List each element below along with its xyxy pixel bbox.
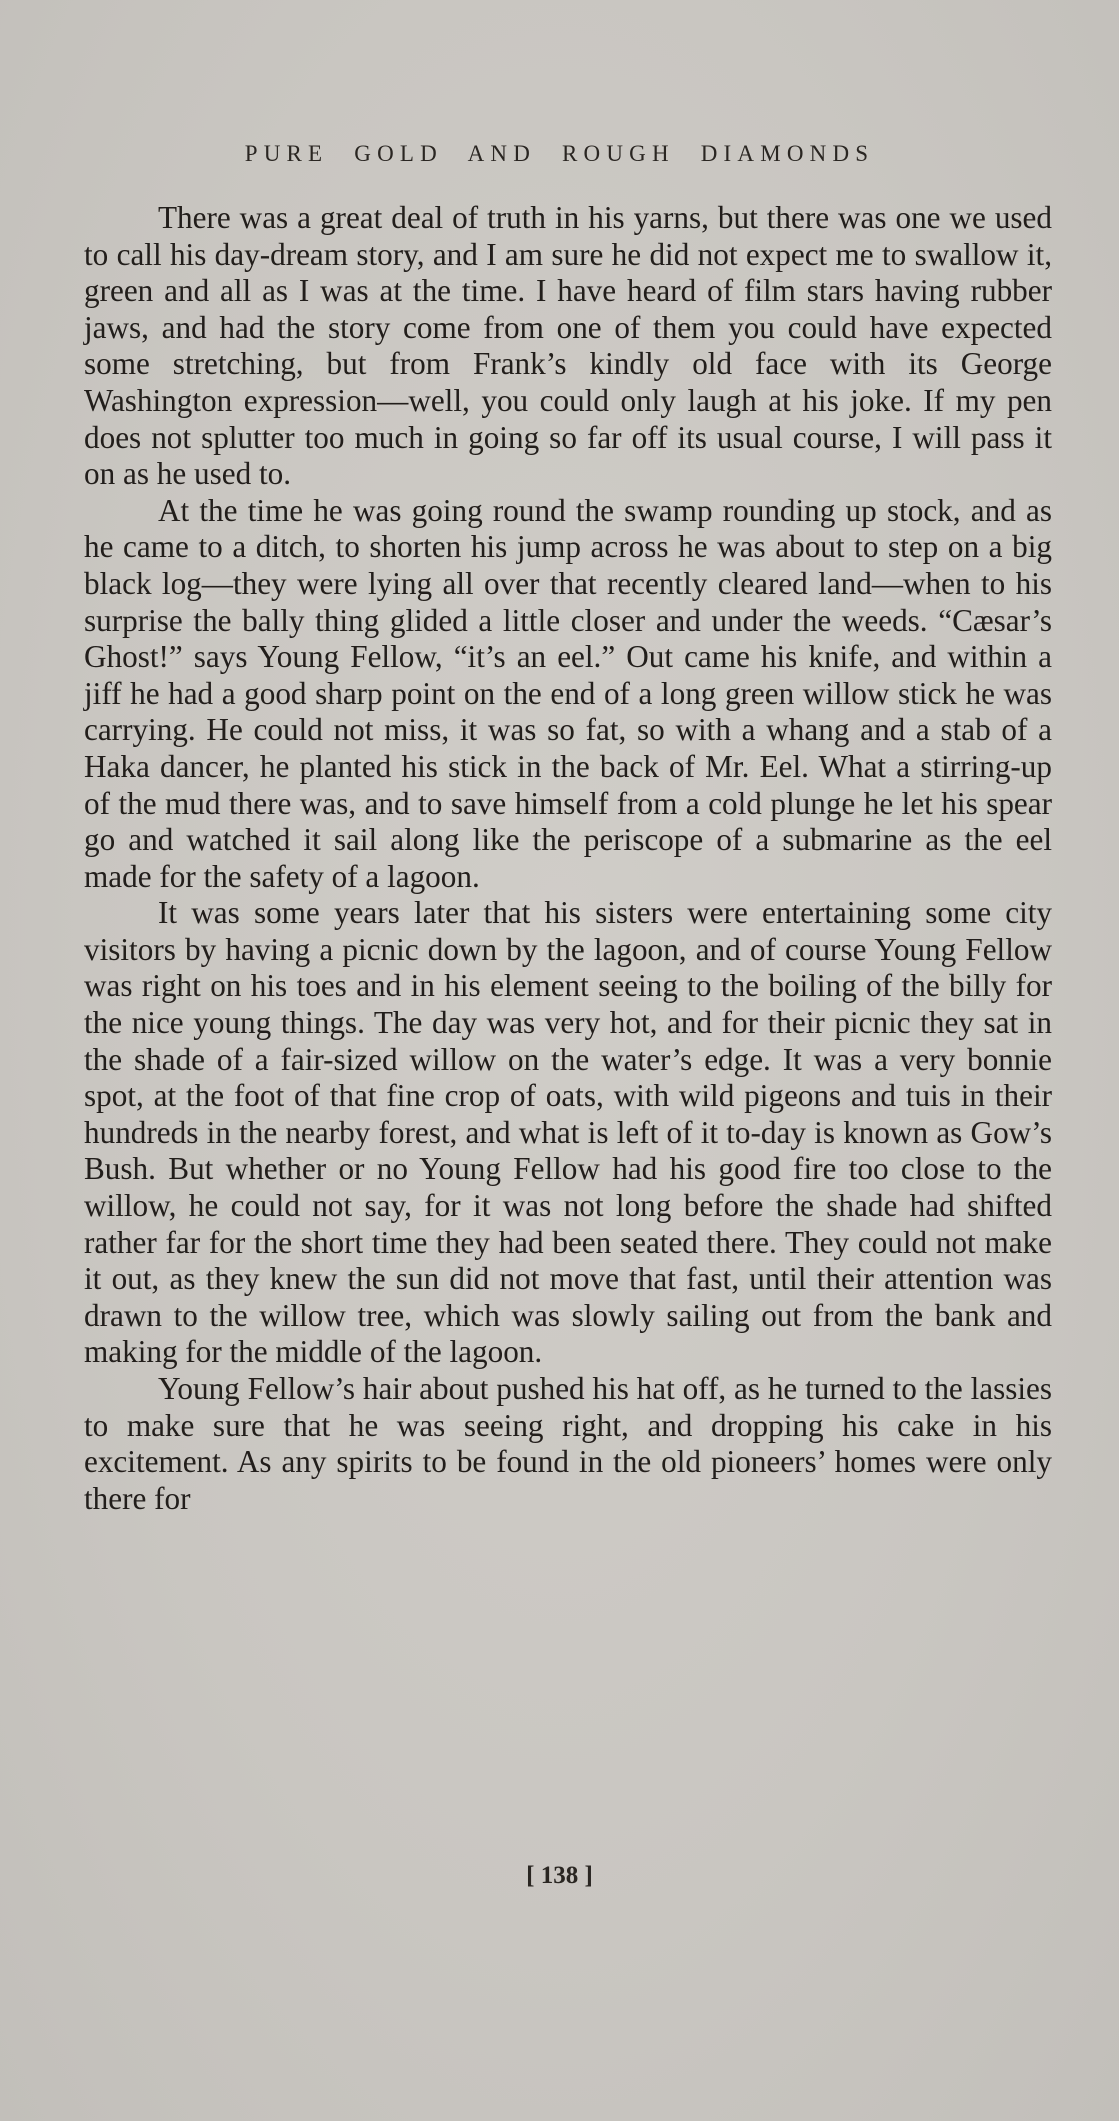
paragraph: At the time he was going round the swamp rounding up stock, and as he came to a ditch, to shorten his jump across he was about to step on a big black log—they were lying all over that recently cleared land—when to his surprise the bally thing glided a little closer and under the weeds. “Cæsar’s Ghost!” says Young Fellow, “it’s an eel.” Out came his knife, and within a jiff he had a good sharp point on the end of a long green willow stick he was carrying. He could not miss, it was so fat, so with a whang and a stab of a Haka dancer, he planted his stick in the back of Mr. Eel. What a stirring-up of the mud there was, and to save himself from a cold plunge he let his spear go and watched it sail along like the periscope of a submarine as the eel made for the safety of a lagoon.: [84, 492, 1052, 894]
page-number: [ 138 ]: [526, 1862, 593, 1889]
body-text: [84, 200, 1052, 1517]
paragraph: Young Fellow’s hair about pushed his hat off, as he turned to the lassies to make sure that he was seeing right, and dropping his cake in his excitement. As any spirits to be found in the old pioneers’ homes were only there for: [84, 1371, 1052, 1516]
running-head: PURE GOLD AND ROUGH DIAMONDS: [244, 141, 875, 166]
paragraph: It was some years later that his sisters were entertaining some city visitors by having a picnic down by the lagoon, and of course Young Fellow was right on his toes and in his element seeing to the boiling of the billy for the nice young things. The day was very hot, and for their picnic they sat in the shade of a fair-sized willow on the water’s edge. It was a very bonnie spot, at the foot of that fine crop of oats, with wild pigeons and tuis in their hundreds in the nearby forest, and what is left of it to-day is known as Gow’s Bush. But whether or no Young Fellow had his good fire too close to the willow, he could not say, for it was not long before the shade had shifted rather far for the short time they had been seated there. They could not make it out, as they knew the sun did not move that fast, until their attention was drawn to the willow tree, which was slowly sailing out from the bank and making for the middle of the lagoon.: [84, 895, 1052, 1370]
paragraph: There was a great deal of truth in his yarns, but there was one we used to call his day-dream story, and I am sure he did not expect me to swallow it, green and all as I was at the time. I have heard of film stars having rubber jaws, and had the story come from one of them you could have expected some stretching, but from Frank’s kindly old face with its George Washington expression—well, you could only laugh at his joke. If my pen does not splutter too much in going so far off its usual course, I will pass it on as he used to.: [84, 200, 1052, 492]
